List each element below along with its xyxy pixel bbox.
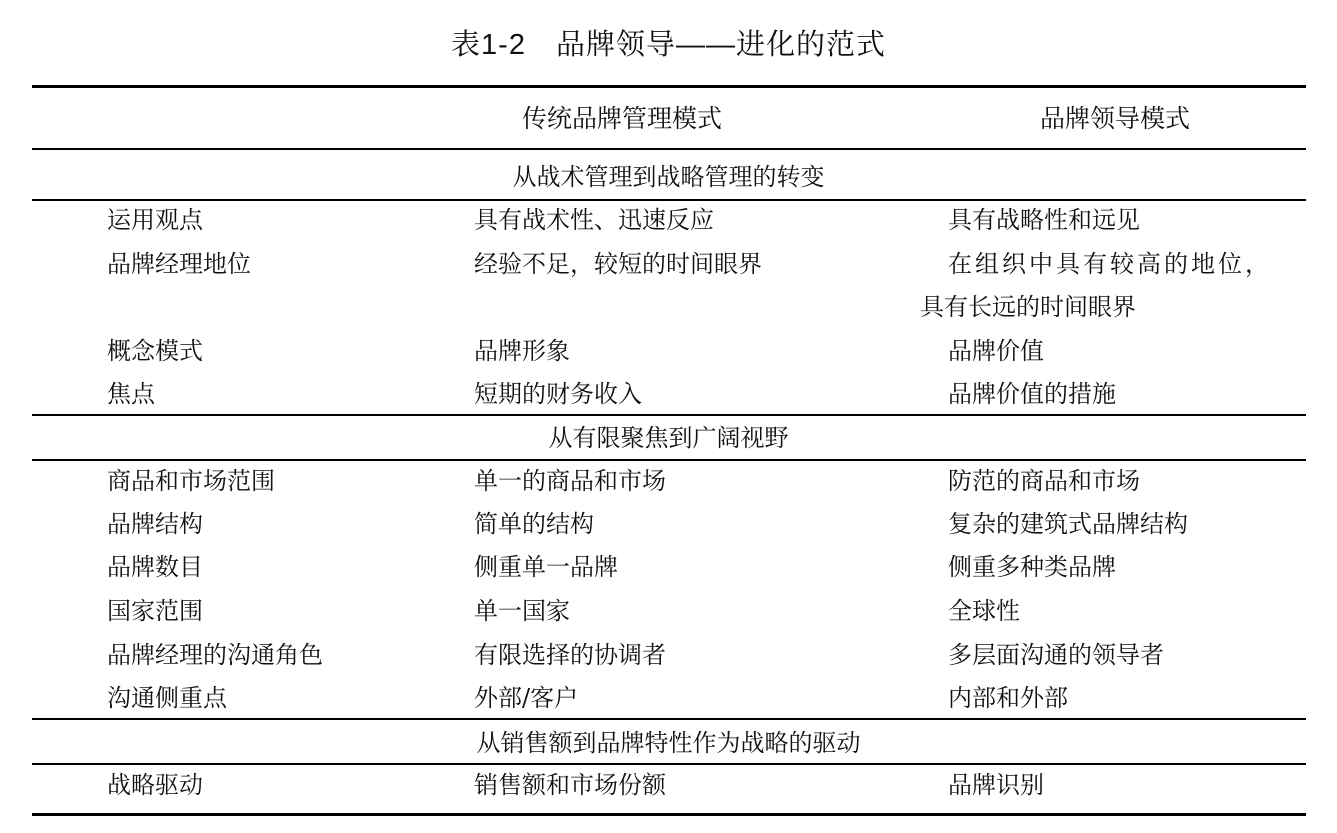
row-leadership: 在组织中具有较高的地位， [948, 250, 1272, 278]
row-traditional: 具有战术性、迅速反应 [474, 206, 714, 234]
top-rule [32, 85, 1306, 88]
row-label: 沟通侧重点 [107, 684, 227, 712]
section-heading: 从战术管理到战略管理的转变 [512, 163, 825, 191]
section-heading: 从有限聚焦到广阔视野 [548, 424, 789, 452]
row-leadership: 具有战略性和远见 [948, 206, 1140, 234]
row-traditional: 经验不足，较短的时间眼界 [474, 250, 762, 278]
row-label: 概念模式 [107, 337, 203, 365]
row-label: 国家范围 [107, 597, 203, 625]
header-rule [32, 148, 1306, 150]
row-label: 运用观点 [107, 206, 203, 234]
row-leadership: 多层面沟通的领导者 [948, 641, 1164, 669]
row-traditional: 外部/客户 [474, 684, 579, 712]
row-traditional: 有限选择的协调者 [474, 641, 666, 669]
row-traditional: 单一的商品和市场 [474, 467, 666, 495]
row-leadership: 品牌识别 [948, 771, 1044, 799]
row-leadership: 防范的商品和市场 [948, 467, 1140, 495]
row-label: 品牌经理地位 [107, 250, 251, 278]
row-leadership: 品牌价值的措施 [948, 380, 1116, 408]
section-rule [32, 763, 1306, 765]
row-traditional: 侧重单一品牌 [474, 553, 618, 581]
section-heading: 从销售额到品牌特性作为战略的驱动 [476, 729, 861, 757]
header-leadership: 品牌领导模式 [1040, 104, 1191, 133]
row-leadership-continued: 具有长远的时间眼界 [920, 293, 1136, 321]
section-rule [32, 459, 1306, 461]
row-leadership: 侧重多种类品牌 [948, 553, 1116, 581]
section-rule [32, 199, 1306, 201]
row-leadership: 全球性 [948, 597, 1020, 625]
header-traditional: 传统品牌管理模式 [522, 104, 723, 133]
row-traditional: 销售额和市场份额 [474, 771, 666, 799]
section-rule [32, 414, 1306, 416]
row-leadership: 复杂的建筑式品牌结构 [948, 510, 1188, 538]
row-traditional: 单一国家 [474, 597, 570, 625]
row-label: 战略驱动 [107, 771, 203, 799]
bottom-rule [32, 813, 1306, 816]
row-label: 品牌数目 [107, 553, 203, 581]
row-label: 品牌结构 [107, 510, 203, 538]
row-traditional: 简单的结构 [474, 510, 594, 538]
row-label: 焦点 [107, 380, 155, 408]
row-label: 商品和市场范围 [107, 467, 275, 495]
table-title: 表1-2 品牌领导——进化的范式 [451, 29, 886, 61]
row-label: 品牌经理的沟通角色 [107, 641, 323, 669]
section-rule [32, 718, 1306, 720]
row-traditional: 短期的财务收入 [474, 380, 642, 408]
row-leadership: 品牌价值 [948, 337, 1044, 365]
row-leadership: 内部和外部 [948, 684, 1068, 712]
row-traditional: 品牌形象 [474, 337, 570, 365]
